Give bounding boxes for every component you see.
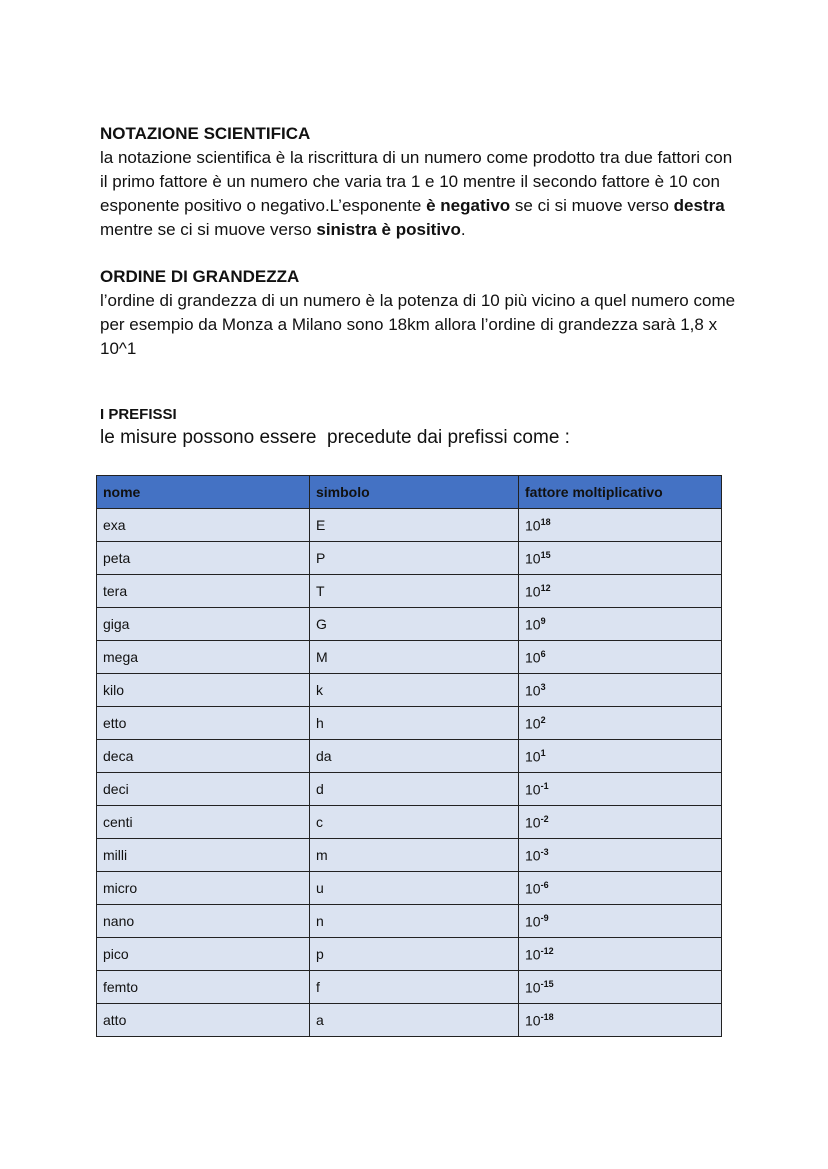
factor-exponent: -12 [540,945,554,956]
section-title: NOTAZIONE SCIENTIFICA [100,124,311,143]
section-title: I PREFISSI [100,406,177,423]
cell-name: nano [97,905,310,938]
factor-base: 10 [525,814,541,831]
factor-exponent: 12 [540,582,551,593]
cell-factor [519,740,722,773]
cell-factor [519,542,722,575]
cell-factor [519,509,722,542]
factor-base: 10 [525,649,541,666]
factor-exponent: 2 [540,714,546,725]
table-row [97,839,722,872]
table-row [97,707,722,740]
bold-text: destra [673,196,725,215]
cell-symbol: da [310,740,519,773]
table-row [97,674,722,707]
factor-exponent: -3 [540,846,549,857]
factor-base: 10 [525,1012,541,1029]
section-title: ORDINE DI GRANDEZZA [100,267,300,286]
cell-factor [519,575,722,608]
cell-factor [519,872,722,905]
section-paragraph: l’ordine di grandezza di un numero è la potenza di 10 più vicino a quel numero come per esempio da Monza a Milano sono 18km allora l’ordine di grandezza sarà 1,8 x 10^1 [100,291,736,358]
header-fattore: fattore moltiplicativo [519,476,722,509]
section-paragraph: le misure possono essere precedute dai prefissi come : [100,427,570,448]
factor-exponent: -15 [540,978,554,989]
factor-base: 10 [525,748,541,765]
cell-symbol: u [310,872,519,905]
factor-exponent: 18 [540,516,551,527]
factor-base: 10 [525,583,541,600]
cell-symbol: n [310,905,519,938]
text: . [460,220,466,239]
header-simbolo: simbolo [310,476,519,509]
table-row [97,542,722,575]
bold-text: è negativo [426,196,511,215]
table-row [97,641,722,674]
text: mentre se ci si muove verso [100,220,317,239]
factor-base: 10 [525,880,541,897]
table-row [97,971,722,1004]
factor-exponent: 6 [540,648,546,659]
cell-factor [519,641,722,674]
factor-base: 10 [525,517,541,534]
cell-factor [519,608,722,641]
factor-base: 10 [525,616,541,633]
table-row [97,575,722,608]
table-header-row [97,476,722,509]
cell-factor [519,1004,722,1037]
factor-base: 10 [525,682,541,699]
factor-exponent: -1 [540,780,549,791]
cell-symbol: p [310,938,519,971]
factor-exponent: -6 [540,879,549,890]
cell-factor [519,839,722,872]
cell-name: kilo [97,674,310,707]
factor-base: 10 [525,781,541,798]
section-order-of-magnitude [100,265,740,361]
cell-name: micro [97,872,310,905]
cell-name: tera [97,575,310,608]
cell-name: mega [97,641,310,674]
cell-name: centi [97,806,310,839]
table-row [97,608,722,641]
table-row [97,938,722,971]
table-row [97,773,722,806]
factor-exponent: 15 [540,549,551,560]
cell-symbol: m [310,839,519,872]
factor-base: 10 [525,550,541,567]
table-row [97,509,722,542]
text: la notazione scientifica è la riscrittura di un numero come prodotto tra due fattori con il primo fattore è un numero che varia tra 1 e 10 mentre il secondo fattore è 10 con esponente positivo o negativo.L’esponente [100,148,733,215]
factor-exponent: 1 [540,747,546,758]
cell-name: peta [97,542,310,575]
cell-name: exa [97,509,310,542]
table-row [97,740,722,773]
bold-text: sinistra è positivo [316,220,461,239]
table-row [97,1004,722,1037]
cell-symbol: P [310,542,519,575]
cell-name: deci [97,773,310,806]
cell-name: deca [97,740,310,773]
cell-factor [519,773,722,806]
cell-symbol: M [310,641,519,674]
cell-factor [519,938,722,971]
cell-name: femto [97,971,310,1004]
cell-factor [519,707,722,740]
table-row [97,806,722,839]
cell-symbol: d [310,773,519,806]
cell-symbol: c [310,806,519,839]
cell-factor [519,806,722,839]
table-row [97,905,722,938]
factor-exponent: -18 [540,1011,554,1022]
cell-name: atto [97,1004,310,1037]
factor-exponent: 3 [540,681,546,692]
cell-name: etto [97,707,310,740]
cell-symbol: h [310,707,519,740]
header-nome: nome [97,476,310,509]
cell-symbol: E [310,509,519,542]
section-scientific-notation [100,122,740,242]
cell-symbol: k [310,674,519,707]
cell-name: pico [97,938,310,971]
factor-exponent: 9 [540,615,546,626]
prefixes-table [96,475,722,1037]
factor-base: 10 [525,946,541,963]
section-paragraph [100,146,740,242]
factor-base: 10 [525,715,541,732]
cell-factor [519,905,722,938]
table-row [97,872,722,905]
cell-factor [519,674,722,707]
factor-base: 10 [525,847,541,864]
cell-symbol: G [310,608,519,641]
cell-symbol: a [310,1004,519,1037]
text: se ci si muove verso [510,196,674,215]
cell-name: giga [97,608,310,641]
factor-exponent: -9 [540,912,549,923]
factor-exponent: -2 [540,813,549,824]
factor-base: 10 [525,913,541,930]
factor-base: 10 [525,979,541,996]
cell-symbol: f [310,971,519,1004]
cell-factor [519,971,722,1004]
cell-name: milli [97,839,310,872]
section-prefixes [100,405,740,451]
cell-symbol: T [310,575,519,608]
